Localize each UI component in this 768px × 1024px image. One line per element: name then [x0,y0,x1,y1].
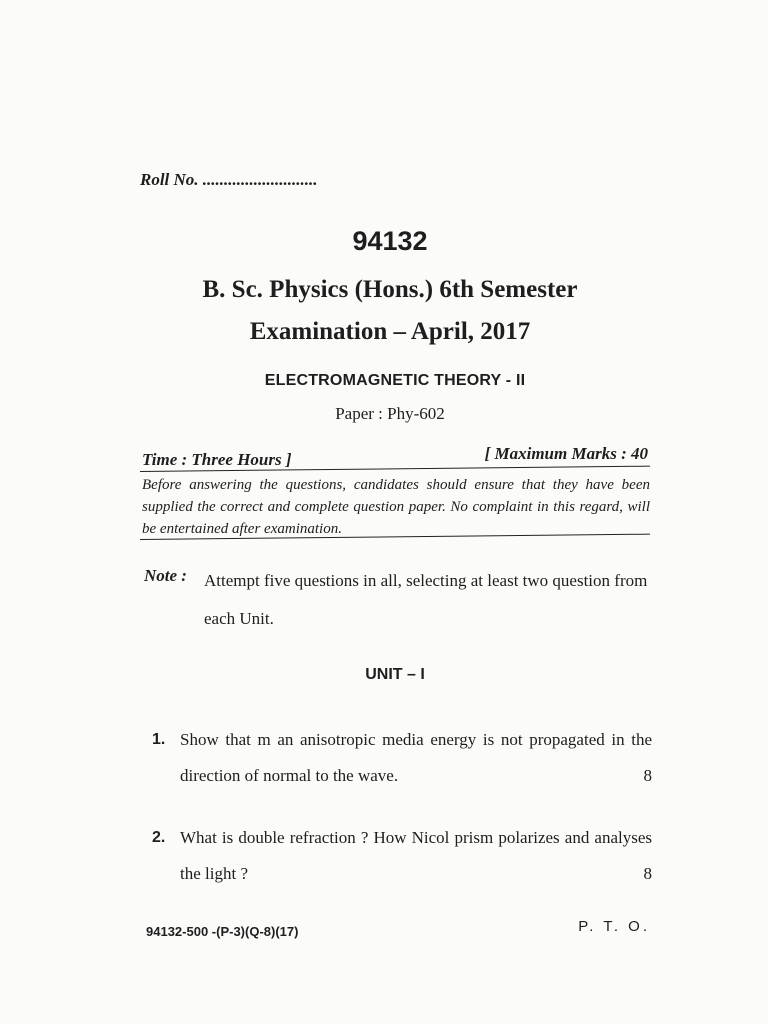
footer-code: 94132-500 -(P-3)(Q-8)(17) [146,924,299,939]
question-number: 2. [152,829,166,846]
exam-title-line1: B. Sc. Physics (Hons.) 6th Semester [202,276,578,303]
question-text-wrap [180,722,652,794]
footer-pto: P. T. O. [578,918,650,935]
maximum-marks: [ Maximum Marks : 40 [484,444,648,463]
paper-number: Paper : Phy-602 [335,404,445,423]
question-2 [152,820,652,892]
question-marks: 8 [643,766,652,785]
question-text: What is double refraction ? How Nicol prism polarizes and analyses the light ? [180,828,652,883]
question-text: Show that m an anisotropic media energy is not propagated in the direction of normal to the wave. [180,730,652,785]
question-1 [152,722,652,794]
unit-heading: UNIT – I [365,666,425,683]
exam-title-line2: Examination – April, 2017 [249,318,531,345]
note-label: Note : [144,566,187,585]
question-marks: 8 [643,864,652,883]
paper-code: 94132 [352,226,428,256]
candidate-instructions: Before answering the questions, candidates should ensure that they have been supplied the correct and complete question paper. No complaint in this regard, will be entertained after examination. [142,477,650,537]
note-text: Attempt five questions in all, selecting at least two question from each Unit. [204,571,648,628]
question-number: 1. [152,731,166,748]
time-allowed: Time : Three Hours ] [142,450,292,469]
question-text-wrap [180,820,652,892]
subject-title: ELECTROMAGNETIC THEORY - II [264,372,526,389]
roll-number-line: Roll No. ........................... [140,170,318,189]
